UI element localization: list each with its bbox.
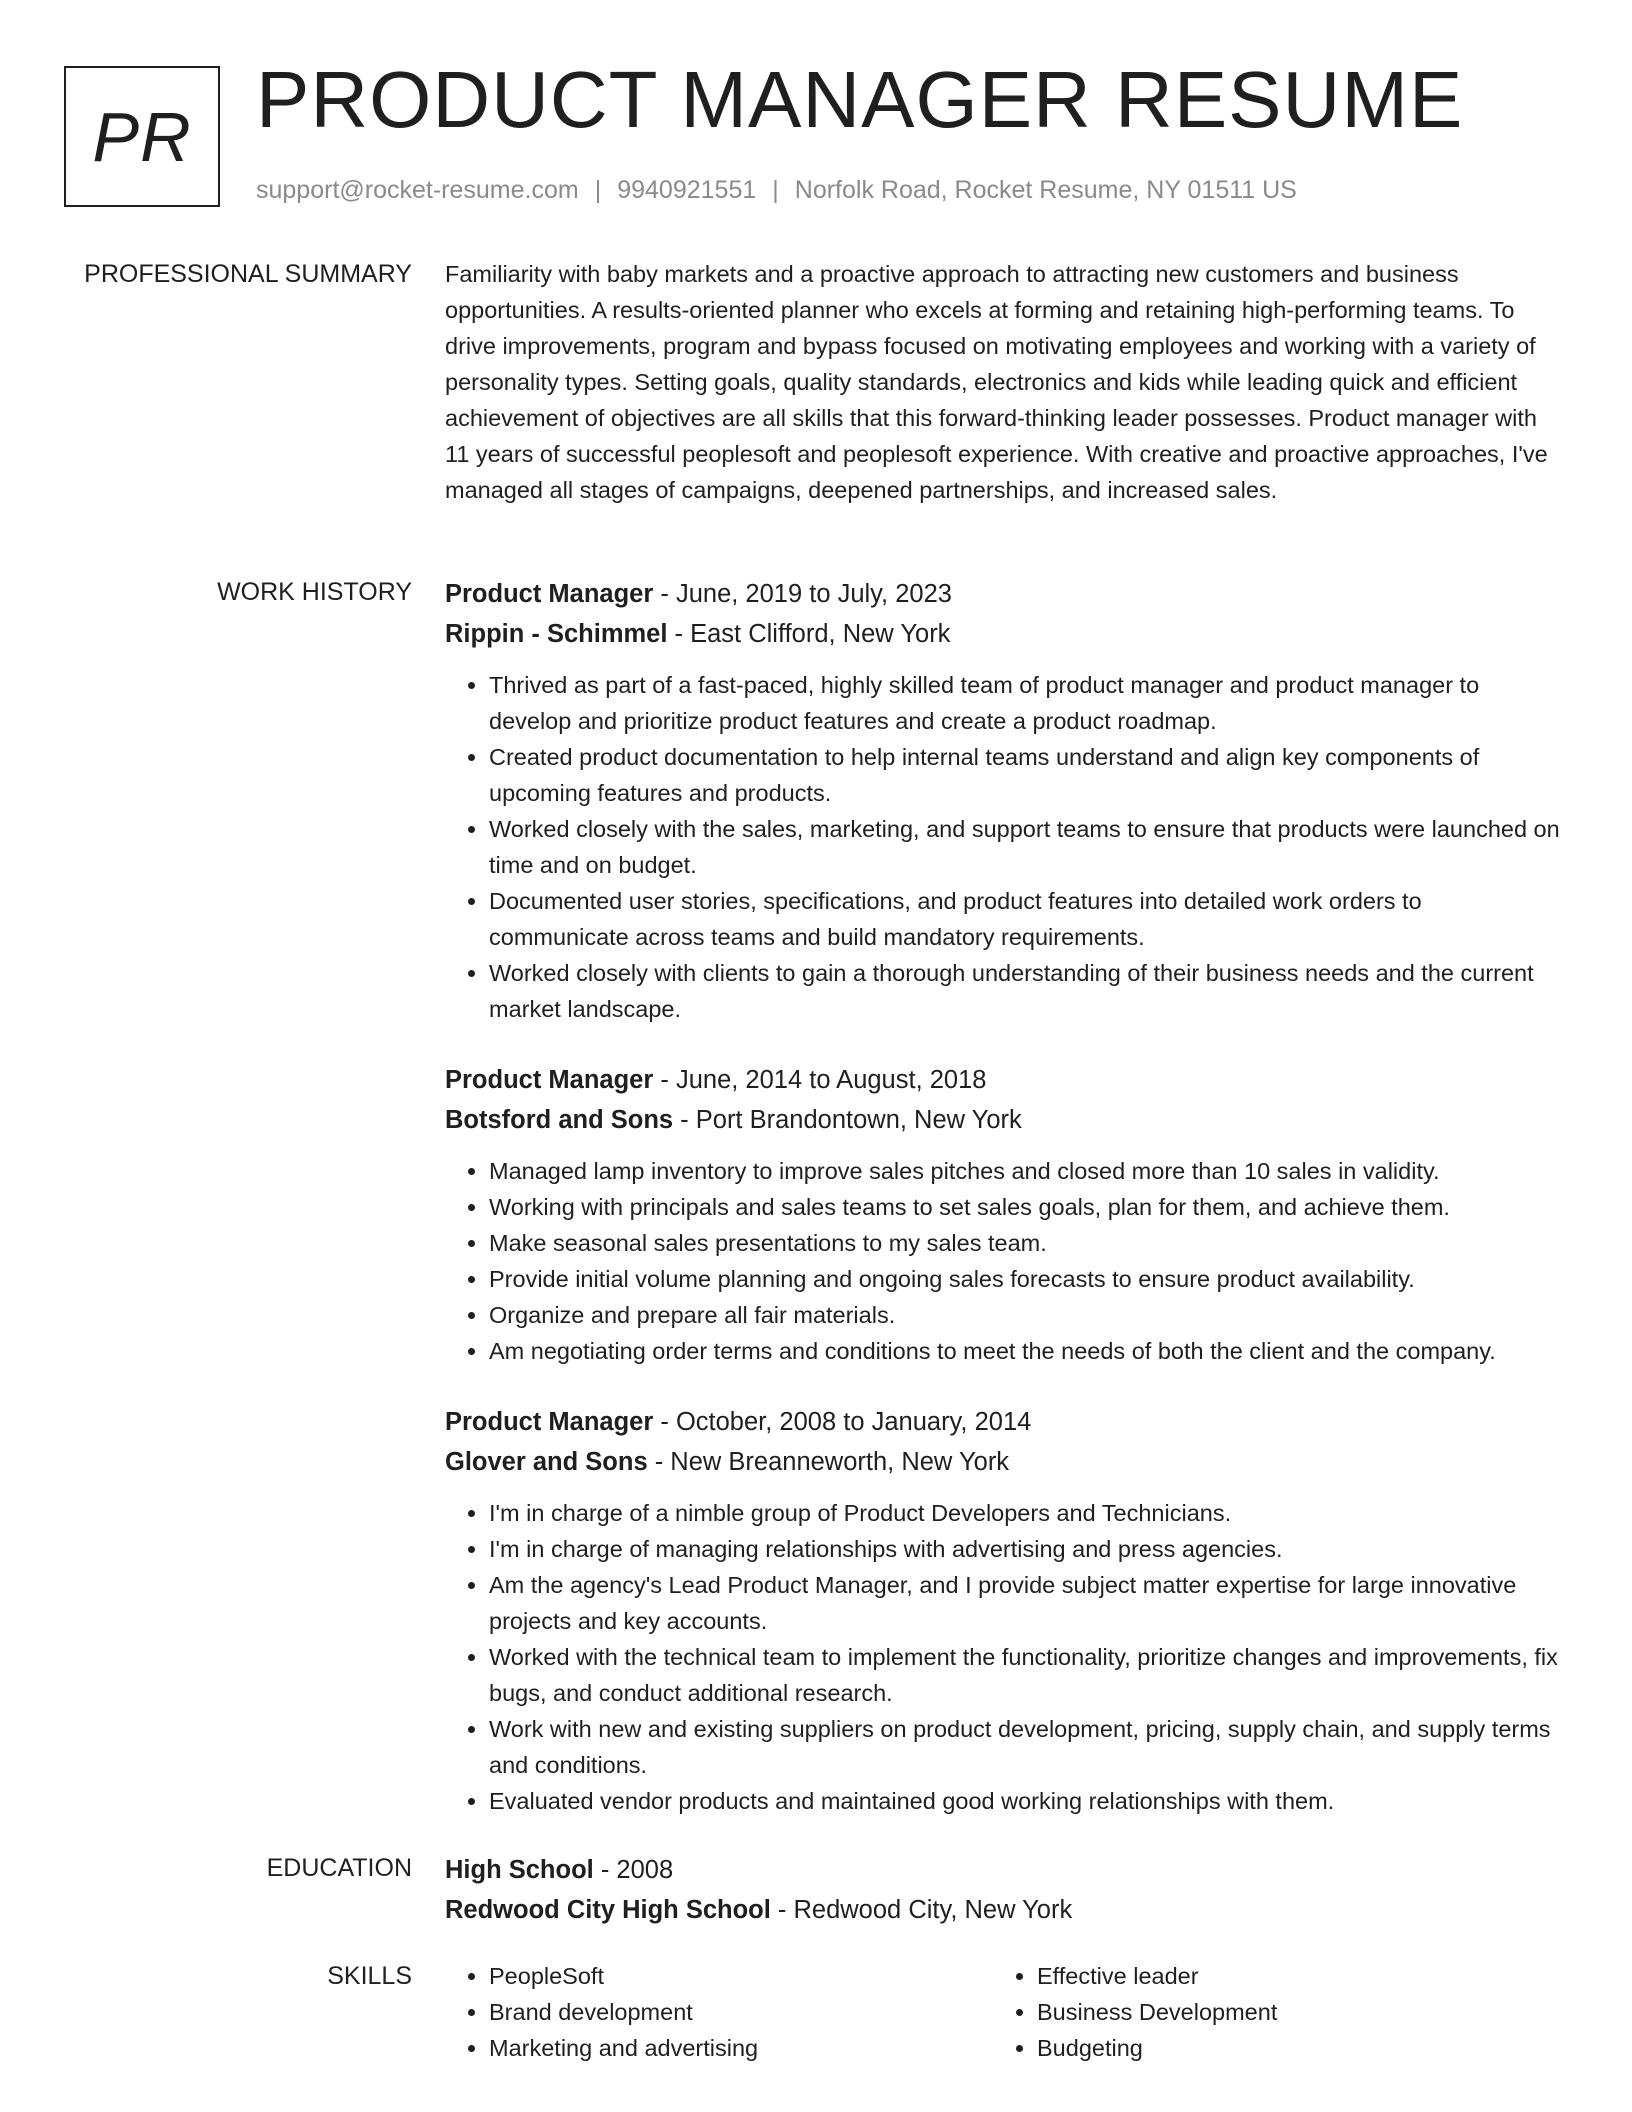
job-title-line	[445, 1060, 1565, 1100]
skill-item: • Budgeting	[1037, 2030, 1541, 2066]
contact-separator: |	[772, 176, 779, 204]
skill-item: • Brand development	[489, 1994, 993, 2030]
job-company-line	[445, 1442, 1565, 1482]
job-bullet: • Work with new and existing suppliers on product development, pricing, supply chain, and supply terms and conditions.	[489, 1711, 1565, 1783]
job-role: Product Manager	[445, 580, 654, 608]
skills-column-left	[445, 1958, 993, 2066]
job-role: Product Manager	[445, 1408, 654, 1436]
job-entry	[445, 1402, 1565, 1819]
job-bullet: • I'm in charge of managing relationships with advertising and press agencies.	[489, 1531, 1565, 1567]
section-heading-work-history: WORK HISTORY	[217, 578, 412, 606]
job-bullet: • Am negotiating order terms and conditions to meet the needs of both the client and the company.	[489, 1333, 1565, 1369]
job-bullet-list	[445, 1495, 1565, 1819]
job-title-line	[445, 574, 1565, 614]
job-bullet: • I'm in charge of a nimble group of Product Developers and Technicians.	[489, 1495, 1565, 1531]
section-heading-education: EDUCATION	[266, 1854, 412, 1882]
monogram-logo: PR	[64, 66, 220, 207]
job-bullet: • Provide initial volume planning and ongoing sales forecasts to ensure product availability.	[489, 1261, 1565, 1297]
contact-separator: |	[594, 176, 602, 204]
job-bullet: • Managed lamp inventory to improve sales pitches and closed more than 10 sales in validity.	[489, 1153, 1565, 1189]
job-bullet: • Working with principals and sales teams to set sales goals, plan for them, and achieve them.	[489, 1189, 1565, 1225]
job-company-line	[445, 614, 1565, 654]
job-location: - Port Brandontown, New York	[673, 1106, 1022, 1134]
education-school: Redwood City High School	[445, 1896, 771, 1924]
job-title-line	[445, 1402, 1565, 1442]
section-heading-summary: PROFESSIONAL SUMMARY	[84, 260, 412, 288]
job-entry	[445, 574, 1565, 1027]
skill-item: • Marketing and advertising	[489, 2030, 993, 2066]
education-degree-line	[445, 1850, 1565, 1890]
skill-item: • Effective leader	[1037, 1958, 1541, 1994]
job-company: Glover and Sons	[445, 1448, 648, 1476]
job-company-line	[445, 1100, 1565, 1140]
job-company: Botsford and Sons	[445, 1106, 674, 1134]
summary-text: Familiarity with baby markets and a proactive approach to attracting new customers and business opportunities. A results-oriented planner who excels at forming and retaining high-performing teams. To drive improvements, program and bypass focused on motivating employees and working with a variety of personality types. Setting goals, quality standards, electronics and kids while leading quick and efficient achievement of objectives are all skills that this forward-thinking leader possesses. Product manager with 11 years of successful peoplesoft and peoplesoft experience. With creative and proactive approaches, I've managed all stages of campaigns, deepened partnerships, and increased sales.	[445, 261, 1548, 503]
job-location: - East Clifford, New York	[667, 620, 951, 648]
job-bullet: • Make seasonal sales presentations to my sales team.	[489, 1225, 1565, 1261]
job-bullet: • Documented user stories, specifications, and product features into detailed work orders to communicate across teams and build mandatory requirements.	[489, 883, 1565, 955]
job-bullet-list	[445, 1153, 1565, 1369]
job-bullet: • Worked closely with clients to gain a thorough understanding of their business needs and the current market landscape.	[489, 955, 1565, 1027]
job-entry	[445, 1060, 1565, 1369]
job-bullet: • Am the agency's Lead Product Manager, and I provide subject matter expertise for large innovative projects and key accounts.	[489, 1567, 1565, 1639]
job-bullet: • Organize and prepare all fair materials.	[489, 1297, 1565, 1333]
section-heading-skills: SKILLS	[327, 1962, 412, 1990]
education-year: - 2008	[593, 1856, 674, 1884]
contact-line	[256, 172, 1297, 208]
education-school-line	[445, 1890, 1565, 1930]
contact-phone: 9940921551	[617, 176, 757, 204]
job-role: Product Manager	[445, 1066, 654, 1094]
skill-item: • PeopleSoft	[489, 1958, 993, 1994]
education-location: - Redwood City, New York	[770, 1896, 1073, 1924]
education-degree: High School	[445, 1856, 594, 1884]
job-dates: - June, 2019 to July, 2023	[653, 580, 952, 608]
contact-address: Norfolk Road, Rocket Resume, NY 01511 US	[794, 176, 1297, 204]
job-bullet-list	[445, 667, 1565, 1027]
job-bullet: • Worked closely with the sales, marketing, and support teams to ensure that products were launched on time and on budget.	[489, 811, 1565, 883]
job-bullet: • Thrived as part of a fast-paced, highly skilled team of product manager and product manager to develop and prioritize product features and create a product roadmap.	[489, 667, 1565, 739]
job-bullet: • Evaluated vendor products and maintained good working relationships with them.	[489, 1783, 1565, 1819]
job-company: Rippin - Schimmel	[445, 620, 668, 648]
page-title: PRODUCT MANAGER RESUME	[256, 55, 1464, 144]
skills-column-right	[993, 1958, 1541, 2066]
job-bullet: • Created product documentation to help internal teams understand and align key components of upcoming features and products.	[489, 739, 1565, 811]
skill-item: • Business Development	[1037, 1994, 1541, 2030]
job-bullet: • Worked with the technical team to implement the functionality, prioritize changes and improvements, fix bugs, and conduct additional research.	[489, 1639, 1565, 1711]
contact-email: support@rocket-resume.com	[256, 176, 579, 204]
job-location: - New Breanneworth, New York	[647, 1448, 1010, 1476]
job-dates: - October, 2008 to January, 2014	[653, 1408, 1032, 1436]
job-dates: - June, 2014 to August, 2018	[653, 1066, 987, 1094]
